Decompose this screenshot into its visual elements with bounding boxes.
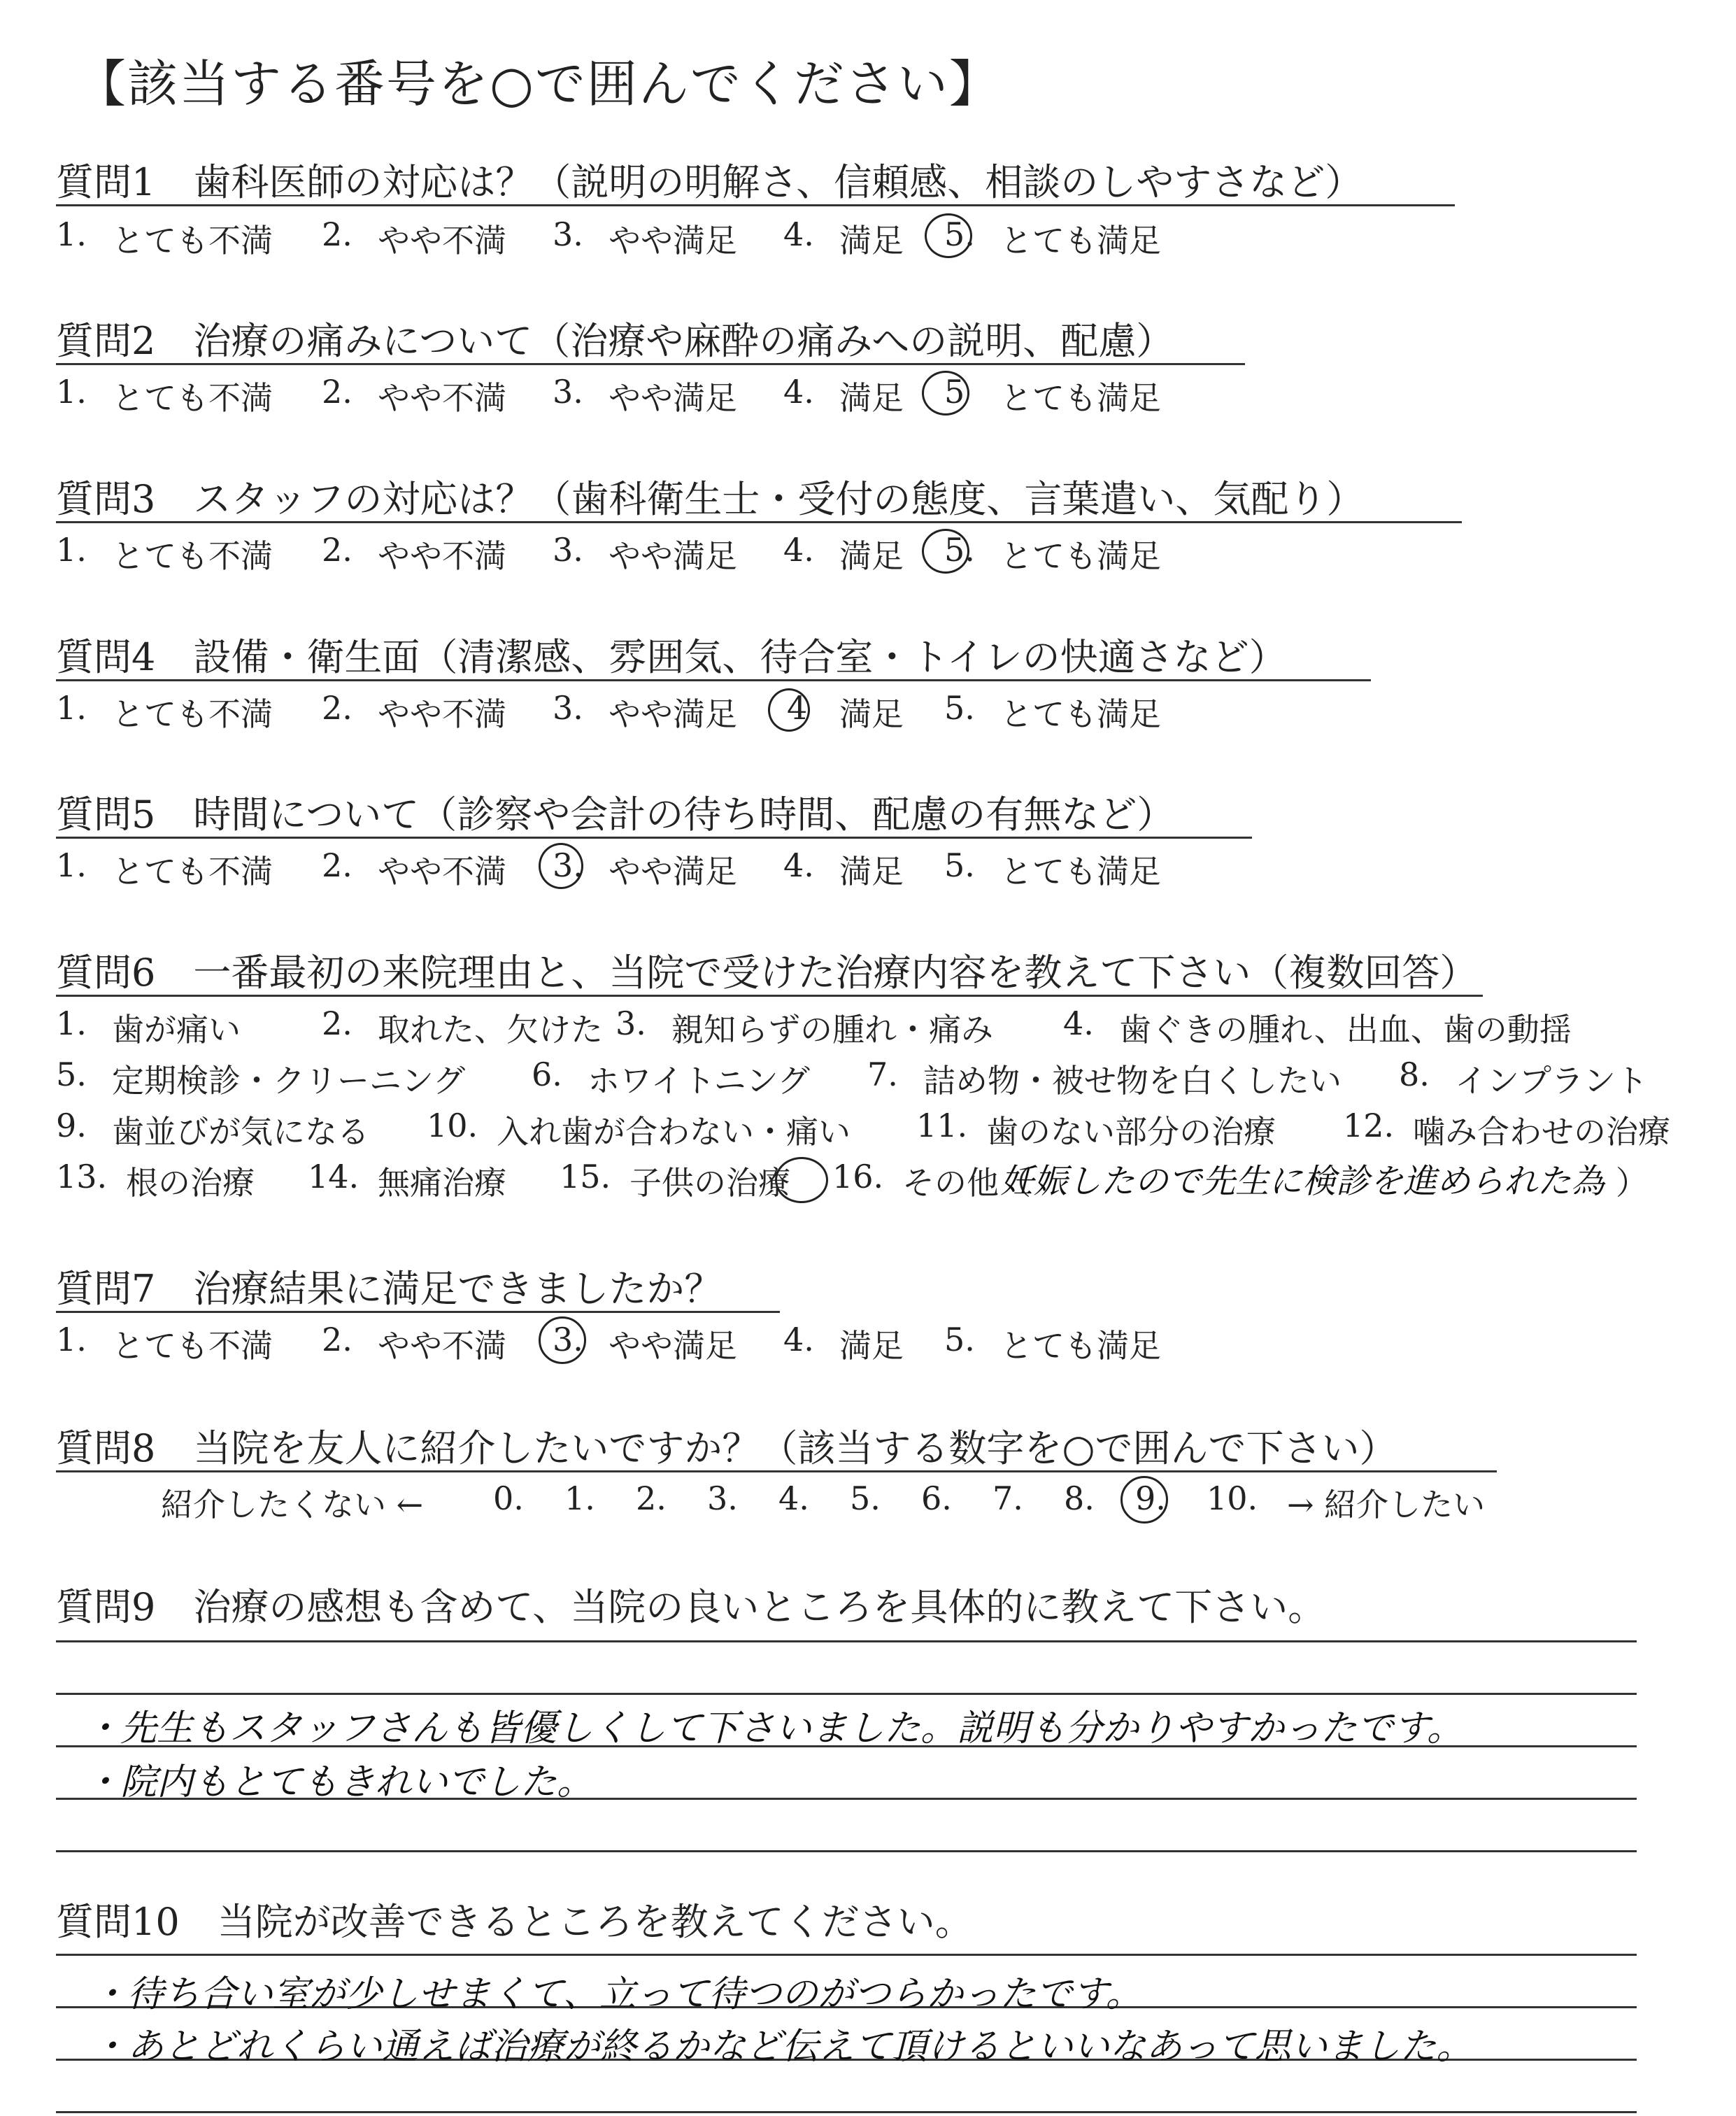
option-5-number[interactable]: 5. xyxy=(944,215,975,253)
option-1-label: とても不満 xyxy=(112,379,273,417)
option-2-label: やや不満 xyxy=(378,222,506,260)
option-15-number[interactable]: 15. xyxy=(560,1158,611,1195)
question-3-underline xyxy=(56,521,1462,523)
option-4-label: 満足 xyxy=(839,853,904,890)
option-5-label: とても満足 xyxy=(1000,537,1161,575)
option-4-label: 満足 xyxy=(839,695,904,733)
writing-line xyxy=(56,2111,1637,2113)
question-5-title: 質問5 時間について（診察や会計の待ち時間、配慮の有無など） xyxy=(56,793,1175,837)
option-1-number[interactable]: 1. xyxy=(56,689,87,727)
question-2-title: 質問2 治療の痛みについて（治療や麻酔の痛みへの説明、配慮） xyxy=(56,319,1174,363)
scale-4[interactable]: 4. xyxy=(778,1479,809,1517)
option-11-label: 歯のない部分の治療 xyxy=(986,1113,1276,1151)
other-close-paren: ） xyxy=(1616,1164,1648,1202)
option-4-label: 満足 xyxy=(839,379,904,417)
option-2-number[interactable]: 2. xyxy=(322,215,353,253)
option-10-label: 入れ歯が合わない・痛い xyxy=(497,1113,851,1151)
option-4-number[interactable]: 4. xyxy=(783,846,814,884)
option-2-number[interactable]: 2. xyxy=(322,373,353,411)
option-4-label: 満足 xyxy=(839,537,904,575)
option-3-label: やや満足 xyxy=(609,379,737,417)
option-1-label: とても不満 xyxy=(112,695,273,733)
option-3-number[interactable]: 3. xyxy=(553,689,583,727)
scale-2[interactable]: 2. xyxy=(636,1479,667,1517)
improvement-answer-1[interactable]: ・待ち合い室が少しせまくて、立って待つのがつらかったです。 xyxy=(91,1973,1142,2015)
good-points-answer-2[interactable]: ・院内もとてもきれいでした。 xyxy=(84,1761,594,1803)
option-5-label: とても満足 xyxy=(1000,853,1161,890)
option-16-label: その他（ xyxy=(902,1164,1031,1202)
scale-8[interactable]: 8. xyxy=(1064,1479,1095,1517)
page-header: 【該当する番号を○で囲んでください】 xyxy=(76,55,1001,113)
option-3-label: やや満足 xyxy=(609,695,737,733)
option-8-label: インプラント xyxy=(1455,1062,1648,1100)
option-7-label: 詰め物・被せ物を白くしたい xyxy=(923,1062,1342,1100)
question-10-title: 質問10 当院が改善できるところを教えてください。 xyxy=(56,1900,973,1944)
option-3-number[interactable]: 3. xyxy=(553,215,583,253)
option-15-label: 子供の治療 xyxy=(629,1164,790,1202)
option-13-number[interactable]: 13. xyxy=(56,1158,108,1195)
question-4-title: 質問4 設備・衛生面（清潔感、雰囲気、待合室・トイレの快適さなど） xyxy=(56,635,1287,679)
scale-5[interactable]: 5. xyxy=(850,1479,881,1517)
option-5-label: 定期検診・クリーニング xyxy=(112,1062,466,1100)
option-1-label: とても不満 xyxy=(112,853,273,890)
option-4-number[interactable]: 4 xyxy=(787,689,808,727)
option-2-number[interactable]: 2. xyxy=(322,846,353,884)
question-7-underline xyxy=(56,1311,780,1313)
option-16-number[interactable]: 16. xyxy=(832,1158,884,1195)
option-3-label: やや満足 xyxy=(609,1327,737,1365)
question-7-title: 質問7 治療結果に満足できましたか？ xyxy=(56,1267,723,1311)
option-5-label: とても満足 xyxy=(1000,379,1161,417)
option-2-label: やや不満 xyxy=(378,537,506,575)
option-9-label: 歯並びが気になる xyxy=(112,1113,369,1151)
option-7-number[interactable]: 7. xyxy=(867,1056,898,1093)
option-5-label: とても満足 xyxy=(1000,695,1161,733)
scale-1[interactable]: 1. xyxy=(564,1479,595,1517)
option-2-number[interactable]: 2. xyxy=(322,531,353,569)
option-5-number[interactable]: 5. xyxy=(56,1056,87,1093)
selected-answer-circle xyxy=(539,843,583,889)
option-4-number[interactable]: 4. xyxy=(783,373,814,411)
option-6-label: ホワイトニング xyxy=(588,1062,810,1100)
question-2-underline xyxy=(56,363,1245,365)
option-14-number[interactable]: 14. xyxy=(308,1158,360,1195)
improvement-answer-2[interactable]: ・あとどれくらい通えば治療が終るかなど伝えて頂けるといいなあって思いました。 xyxy=(91,2026,1473,2068)
option-5-number[interactable]: 5 xyxy=(944,373,965,411)
option-5-label: とても満足 xyxy=(1000,222,1161,260)
option-14-label: 無痛治療 xyxy=(378,1164,506,1202)
option-5-number[interactable]: 5. xyxy=(944,1321,975,1358)
selected-answer-circle xyxy=(922,529,969,574)
other-answer-handwriting[interactable]: 妊娠したので先生に検診を進められた為 xyxy=(1000,1162,1605,1201)
writing-line xyxy=(56,1640,1637,1642)
option-3-label: やや満足 xyxy=(609,853,737,890)
option-6-number[interactable]: 6. xyxy=(532,1056,562,1093)
selected-answer-circle xyxy=(775,1157,828,1203)
option-11-number[interactable]: 11. xyxy=(916,1107,968,1144)
option-2-number[interactable]: 2. xyxy=(322,1321,353,1358)
option-1-number[interactable]: 1. xyxy=(56,215,87,253)
option-5-number[interactable]: 5. xyxy=(944,531,975,569)
question-8-underline xyxy=(56,1470,1497,1472)
writing-line xyxy=(56,1693,1637,1695)
option-3-number[interactable]: 3. xyxy=(616,1004,646,1042)
option-8-number[interactable]: 8. xyxy=(1399,1056,1430,1093)
scale-right-label: → 紹介したい xyxy=(1287,1486,1486,1524)
selected-answer-circle xyxy=(539,1316,586,1364)
option-4-number[interactable]: 4. xyxy=(783,1321,814,1358)
option-1-label: とても不満 xyxy=(112,222,273,260)
question-1-title: 質問1 歯科医師の対応は？（説明の明解さ、信頼感、相談のしやすさなど） xyxy=(56,160,1363,204)
option-1-label: とても不満 xyxy=(112,1327,273,1365)
scale-6[interactable]: 6. xyxy=(921,1479,952,1517)
option-1-number[interactable]: 1. xyxy=(56,1004,87,1042)
option-3-label: やや満足 xyxy=(609,537,737,575)
option-2-label: やや不満 xyxy=(378,695,506,733)
scale-0[interactable]: 0. xyxy=(493,1479,524,1517)
writing-line xyxy=(56,1954,1637,1956)
option-9-number[interactable]: 9. xyxy=(56,1107,87,1144)
scale-7[interactable]: 7. xyxy=(992,1479,1023,1517)
selected-answer-circle xyxy=(925,213,972,258)
option-1-number[interactable]: 1. xyxy=(56,531,87,569)
option-2-number[interactable]: 2. xyxy=(322,1004,353,1042)
option-4-number[interactable]: 4. xyxy=(1063,1004,1094,1042)
option-2-label: やや不満 xyxy=(378,853,506,890)
option-4-number[interactable]: 4. xyxy=(783,215,814,253)
question-6-underline xyxy=(56,995,1483,997)
option-3-label: 親知らずの腫れ・痛み xyxy=(671,1011,993,1049)
option-1-number[interactable]: 1. xyxy=(56,373,87,411)
option-2-number[interactable]: 2. xyxy=(322,689,353,727)
question-1-underline xyxy=(56,204,1455,206)
question-5-underline xyxy=(56,837,1252,839)
scale-left-label: 紹介したくない ← xyxy=(161,1486,424,1524)
question-4-underline xyxy=(56,679,1371,681)
option-5-number[interactable]: 5. xyxy=(944,689,975,727)
question-6-title: 質問6 一番最初の来院理由と、当院で受けた治療内容を教えて下さい（複数回答） xyxy=(56,951,1478,995)
option-4-label: 歯ぐきの腫れ、出血、歯の動揺 xyxy=(1119,1011,1572,1049)
option-13-label: 根の治療 xyxy=(126,1164,255,1202)
option-1-number[interactable]: 1. xyxy=(56,846,87,884)
option-1-label: 歯が痛い xyxy=(112,1011,241,1049)
question-8-title: 質問8 当院を友人に紹介したいですか？（該当する数字を○で囲んで下さい） xyxy=(56,1426,1397,1470)
option-1-label: とても不満 xyxy=(112,537,273,575)
option-5-label: とても満足 xyxy=(1000,1327,1161,1365)
option-2-label: やや不満 xyxy=(378,1327,506,1365)
selected-answer-circle xyxy=(768,688,810,732)
option-3-number[interactable]: 3. xyxy=(553,531,583,569)
option-5-number[interactable]: 5. xyxy=(944,846,975,884)
option-3-number[interactable]: 3. xyxy=(553,1321,583,1358)
option-4-number[interactable]: 4. xyxy=(783,531,814,569)
option-2-label: 取れた、欠けた xyxy=(378,1011,603,1049)
option-12-label: 噛み合わせの治療 xyxy=(1413,1113,1670,1151)
writing-line xyxy=(56,1850,1637,1852)
option-1-number[interactable]: 1. xyxy=(56,1321,87,1358)
option-3-label: やや満足 xyxy=(609,222,737,260)
question-9-title: 質問9 治療の感想も含めて、当院の良いところを具体的に教えて下さい。 xyxy=(56,1585,1326,1629)
option-4-label: 満足 xyxy=(839,222,904,260)
scale-9[interactable]: 9. xyxy=(1135,1479,1166,1517)
good-points-answer-1[interactable]: ・先生もスタッフさんも皆優しくして下さいました。説明も分かりやすかったです。 xyxy=(84,1707,1463,1749)
option-3-number[interactable]: 3. xyxy=(553,373,583,411)
option-3-number[interactable]: 3. xyxy=(553,846,583,884)
scale-10[interactable]: 10. xyxy=(1207,1479,1258,1517)
scale-3[interactable]: 3. xyxy=(707,1479,738,1517)
selected-answer-circle xyxy=(922,371,969,416)
option-2-label: やや不満 xyxy=(378,379,506,417)
question-3-title: 質問3 スタッフの対応は？（歯科衛生士・受付の態度、言葉遣い、気配り） xyxy=(56,477,1365,521)
option-12-number[interactable]: 12. xyxy=(1343,1107,1395,1144)
selected-answer-circle xyxy=(1120,1476,1168,1524)
option-4-label: 満足 xyxy=(839,1327,904,1365)
option-10-number[interactable]: 10. xyxy=(427,1107,478,1144)
